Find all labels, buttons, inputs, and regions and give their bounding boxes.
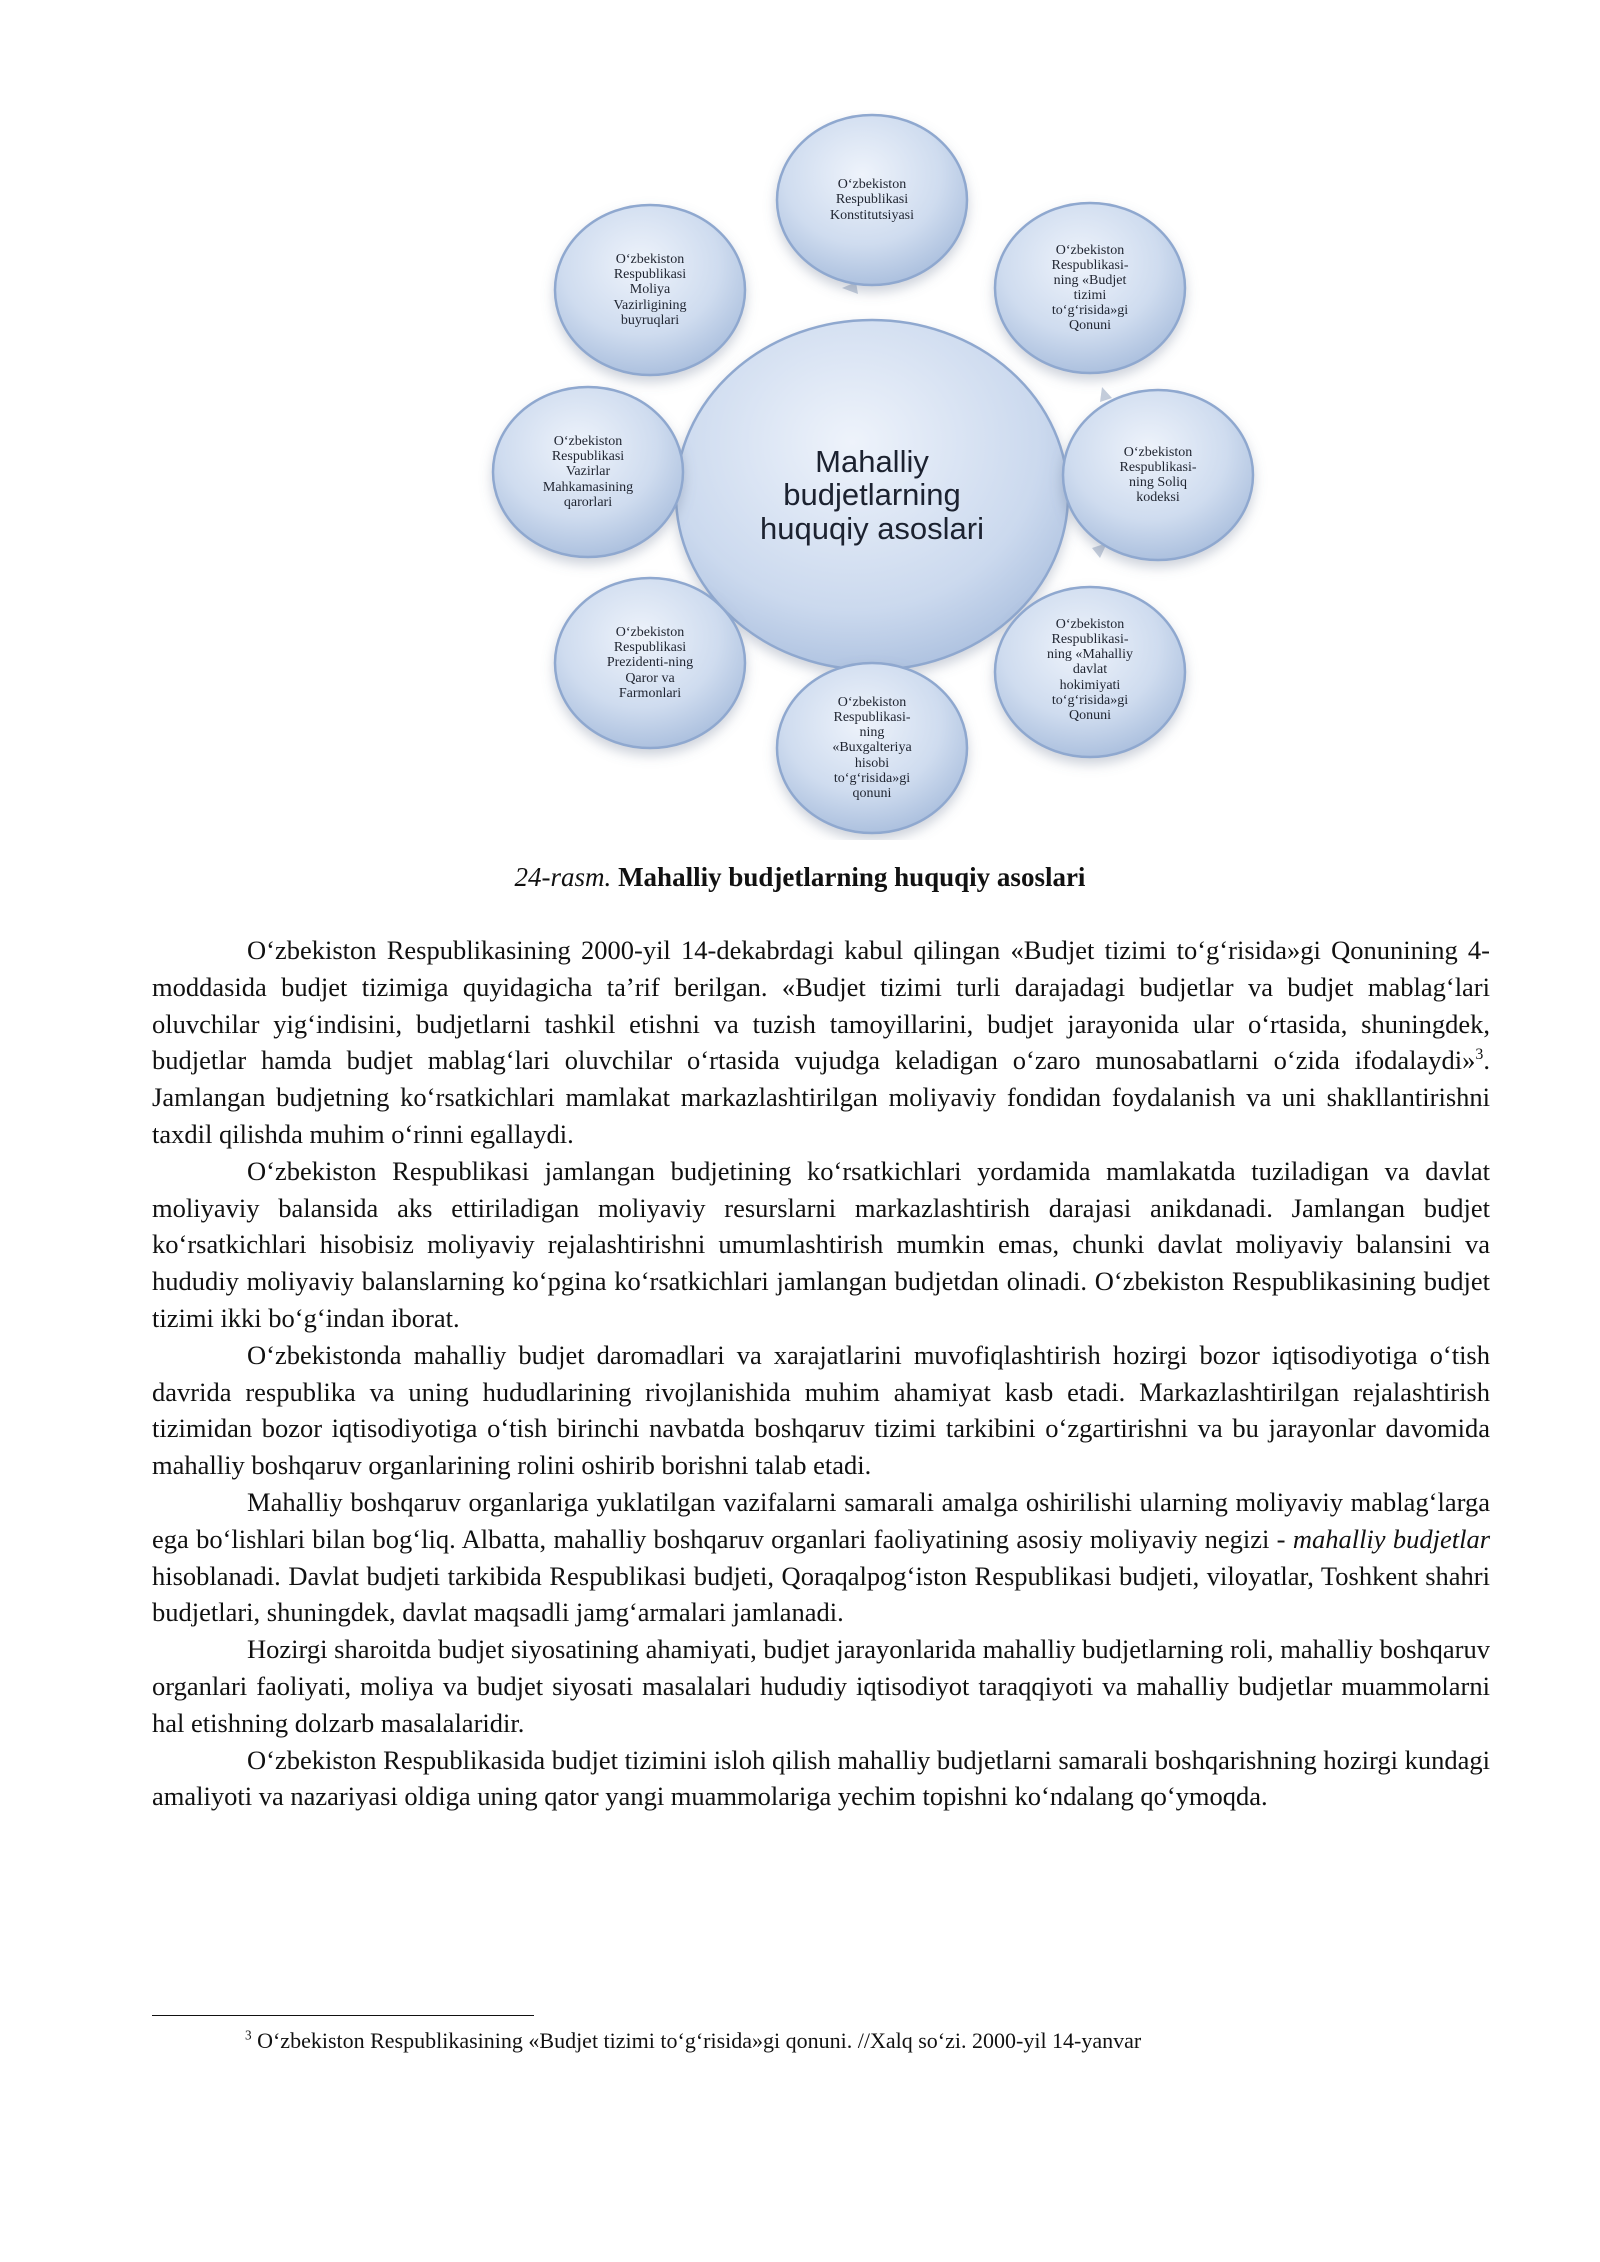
footnote — [245, 2028, 1141, 2054]
paragraph-4-text: Mahalliy boshqaruv organlariga yuklatilgan vazifalarni samarali amalga oshirilishi ularning moliyaviy mablag‘larga ega bo‘lishlari bilan bog‘liq. Albatta, mahalliy boshqaruv organlari faoliyatining asosiy moliyaviy negizi - — [152, 1486, 1490, 1554]
caption-title: Mahalliy budjetlarning huquqiy asoslari — [618, 862, 1086, 892]
node-buxgalteriya-qonuni: O‘zbekiston Respublikasi- ning «Buxgalteriya hisobi to‘g‘risida»gi qonuni — [832, 695, 912, 801]
arrow-3-icon — [1100, 387, 1112, 402]
node-mahalliy-hokimiyat-qonuni: O‘zbekiston Respublikasi- ning «Mahalliy davlat hokimiyati to‘g‘risida»gi Qonuni — [1047, 617, 1133, 723]
footnote-number: 3 — [245, 2027, 252, 2043]
paragraph-2: O‘zbekiston Respublikasi jamlangan budjetining ko‘rsatkichlari yordamida mamlakatda tuziladigan va davlat moliyaviy balansida aks ettiriladigan moliyaviy resurslarni markazlashtirish darajasi anikdanadi. Jamlangan budjet ko‘rsatkichlari hisobisiz moliyaviy rejalashtirishni umumlashtirish mumkin emas, chunki davlat moliyaviy balansini va hududiy moliyaviy balanslarning ko‘pgina ko‘rsatkichlari jamlangan budjetdan olinadi. O‘zbekiston Respublikasining budjet tizimi ikki bo‘g‘indan iborat. — [152, 1155, 1490, 1333]
paragraph-6: O‘zbekiston Respublikasida budjet tizimini isloh qilish mahalliy budjetlarni samarali boshqarishning hozirgi kundagi amaliyoti va nazariyasi oldiga uning qator yangi muammolariga yechim topishni ko‘ndalang qo‘ymoqda. — [152, 1744, 1490, 1812]
body-text — [152, 932, 1490, 1815]
diagram-center-label: Mahalliy budjetlarning huquqiy asoslari — [759, 443, 985, 546]
footnote-separator — [152, 2015, 534, 2016]
node-prezident-qarorlari: O‘zbekiston Respublikasi Prezidenti-ning Qaror va Farmonlari — [606, 625, 694, 701]
node-konstitutsiya: O‘zbekiston Respublikasi Konstitutsiyasi — [829, 177, 914, 223]
footnote-text: O‘zbekiston Respublikasining «Budjet tizimi to‘g‘risida»gi qonuni. //Xalq so‘zi. 2000-yil 14-yanvar — [251, 2028, 1142, 2053]
node-budjet-tizimi-qonuni: O‘zbekiston Respublikasi- ning «Budjet tizimi to‘g‘risida»gi Qonuni — [1051, 242, 1129, 334]
paragraph-4 — [152, 1484, 1490, 1631]
node-soliq-kodeksi: O‘zbekiston Respublikasi- ning Soliq kodeksi — [1119, 444, 1197, 506]
paragraph-3: O‘zbekistonda mahalliy budjet daromadlari va xarajatlarini muvofiqlashtirish hozirgi bozor iqtisodiyotiga o‘tish davrida respublika va uning hududlarining rivojlanishida muhim ahamiyat kasb etadi. Markazlashtirilgan rejalashtirish tizimidan bozor iqtisodiyotiga o‘tish birinchi navbatda boshqaruv tizimi tarkibini o‘zgartirishni va bu jarayonlar davomida mahalliy boshqaruv organlarining rolini oshirib borishni talab etadi. — [152, 1339, 1490, 1481]
node-vazirlar-mahkamasi: O‘zbekiston Respublikasi Vazirlar Mahkamasining qarorlari — [542, 434, 634, 510]
footnote-ref: 3 — [1475, 1046, 1484, 1064]
figure-caption — [0, 862, 1600, 893]
paragraph-5: Hozirgi sharoitda budjet siyosatining ahamiyati, budjet jarayonlarida mahalliy budjetlarning roli, mahalliy boshqaruv organlari faoliyati, moliya va budjet siyosati masalalari hududiy iqtisodiyot taraqqiyoti va mahalliy budjetlar muammolarni hal etishning dolzarb masalalaridir. — [152, 1634, 1490, 1738]
paragraph-1-text-end: . Jamlangan budjetning ko‘rsatkichlari mamlakat markazlashtirilgan moliyaviy fondidan foydalanish va uni shakllantirishni taxdil qilishda muhim o‘rinni egallaydi. — [152, 1045, 1490, 1149]
paragraph-1-text: O‘zbekiston Respublikasining 2000-yil 14-dekabrdagi kabul qilingan «Budjet tizimi to‘g‘risida»gi Qonunining 4-moddasida budjet tizimiga quyidagicha ta’rif berilgan. «Budjet tizimi turli darajadagi budjetlar va budjet mablag‘lari oluvchilar yig‘indisini, budjetlarni tashkil etishni va tuzish tamoyillarini, budjet jarayonida ular o‘rtasida, shuningdek, budjetlar hamda budjet mablag‘lari oluvchilar o‘rtasida vujudga keladigan o‘zaro munosabatlarni o‘zida ifodalaydi» — [152, 935, 1490, 1076]
paragraph-4-text-end: hisoblanadi. Davlat budjeti tarkibida Respublikasi budjeti, Qoraqalpog‘iston Respublikasi budjeti, viloyatlar, Toshkent shahri budjetlari, shuningdek, davlat maqsadli jamg‘armalari jamlanadi. — [152, 1560, 1490, 1628]
paragraph-1 — [152, 932, 1490, 1153]
paragraph-4-italic: mahalliy budjetlar — [1292, 1523, 1491, 1554]
legal-basis-diagram — [440, 110, 1300, 840]
node-moliya-vazirligi: O‘zbekiston Respublikasi Moliya Vazirligining buyruqlari — [613, 252, 687, 328]
caption-number: 24-rasm. — [514, 862, 612, 892]
